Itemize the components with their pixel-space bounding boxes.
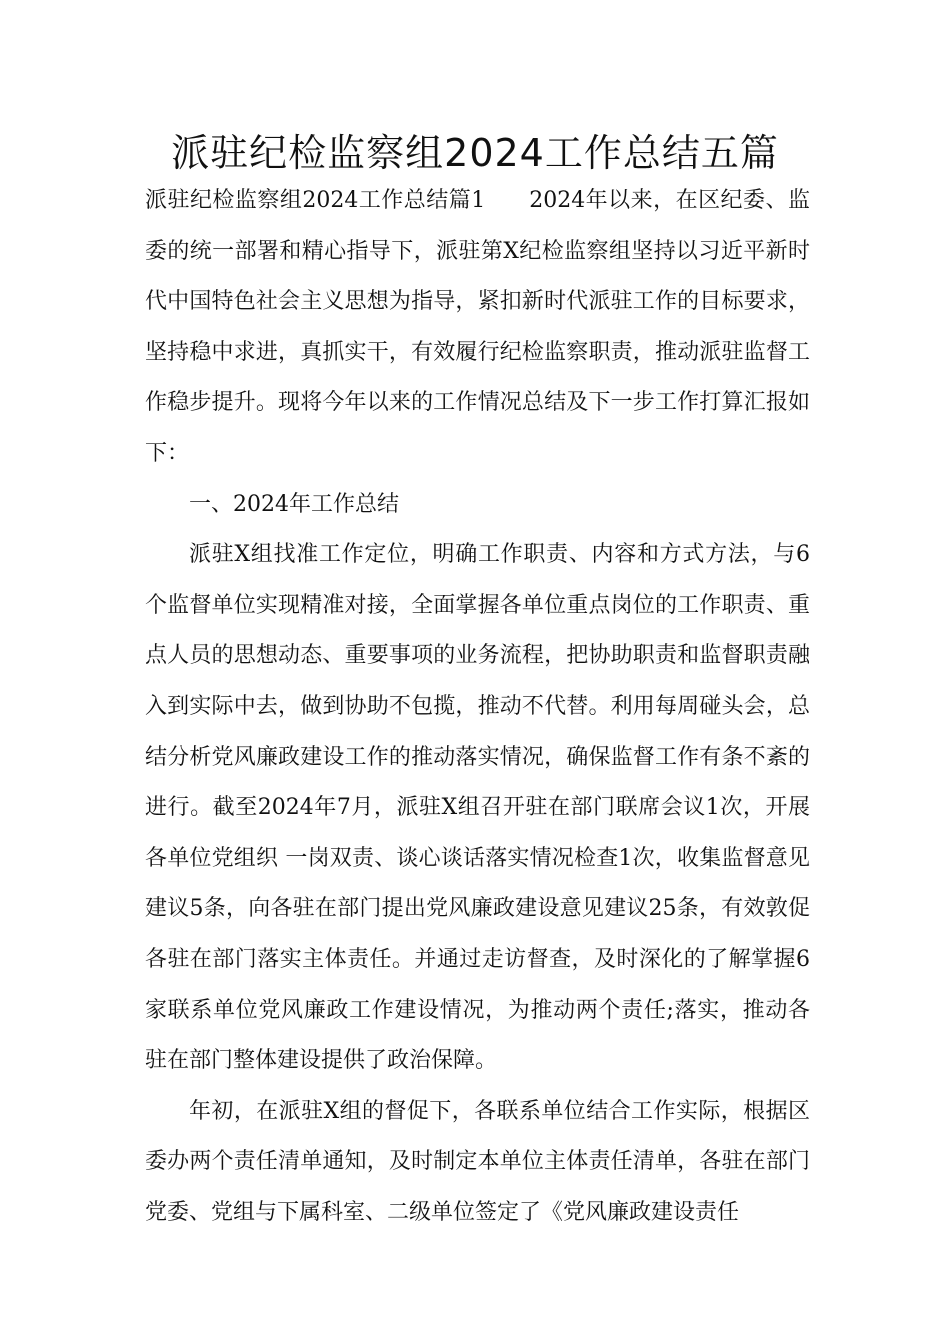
intro-text: 2024年以来，在区纪委、监委的统一部署和精心指导下，派驻第X纪检监察组坚持以习近平新时代中国特色社会主义思想为指导，紧扣新时代派驻工作的目标要求，坚持稳中求进，真抓实干，有效履行纪检监察职责，推动派驻监督工作稳步提升。现将今年以来的工作情况总结及下一步工作打算汇报如下： xyxy=(145,188,810,466)
section-heading: 一、2024年工作总结 xyxy=(189,491,399,517)
paragraph: 年初，在派驻X组的督促下，各联系单位结合工作实际，根据区委办两个责任清单通知，及时制定本单位主体责任清单，各驻在部门党委、党组与下属科室、二级单位签定了《党风廉政建设责任 xyxy=(145,1098,810,1225)
paragraph: 派驻X组找准工作定位，明确工作职责、内容和方式方法，与6个监督单位实现精准对接，全面掌握各单位重点岗位的工作职责、重点人员的思想动态、重要事项的业务流程，把协助职责和监督职责融入到实际中去，做到协助不包揽，推动不代替。利用每周碰头会，总结分析党风廉政建设工作的推动落实情况，确保监督工作有条不紊的进行。截至2024年7月，派驻X组召开驻在部门联席会议1次，开展各单位党组织 一岗双责、谈心谈话落实情况检查1次，收集监督意见建议5条，向各驻在部门提出党风廉政建设意见建议25条，有效敦促各驻在部门落实主体责任。并通过走访督查，及时深化的了解掌握6家联系单位党风廉政工作建设情况，为推动两个责任;落实，推动各驻在部门整体建设提供了政治保障。 xyxy=(145,542,810,1074)
document-body xyxy=(145,176,810,1238)
paragraph-intro xyxy=(145,176,810,480)
intro-heading: 派驻纪检监察组2024工作总结篇1 xyxy=(145,188,486,213)
document-title: 派驻纪检监察组2024工作总结五篇 xyxy=(171,131,779,175)
